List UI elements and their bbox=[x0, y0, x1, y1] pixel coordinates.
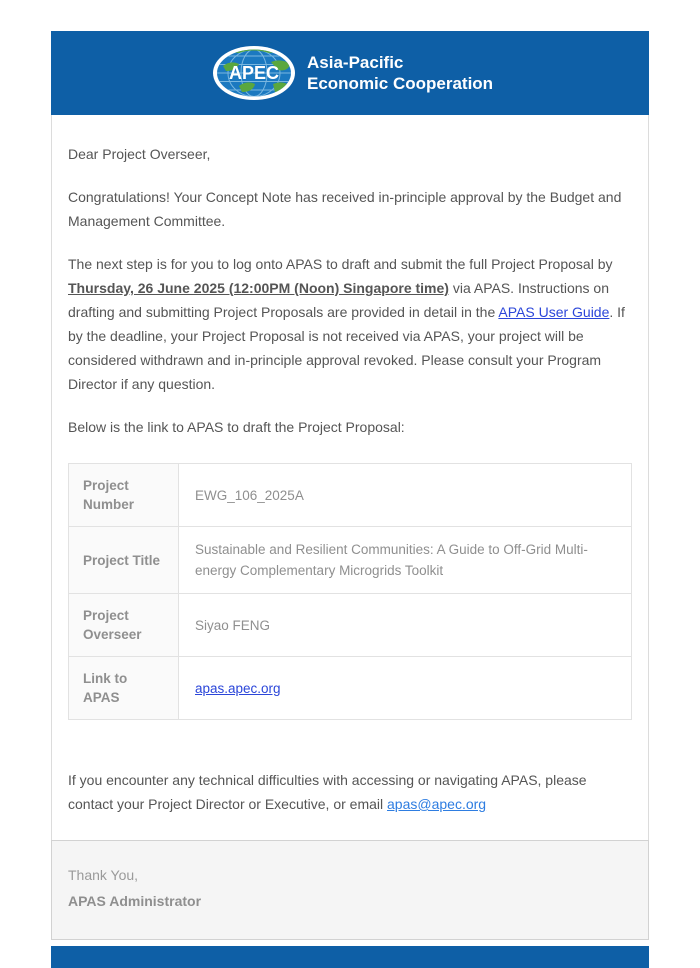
org-name-line2: Economic Cooperation bbox=[307, 74, 494, 93]
apec-globe-logo-icon bbox=[213, 46, 295, 100]
instructions-paragraph bbox=[68, 252, 632, 396]
email-footer bbox=[51, 840, 649, 940]
svg-text:APEC: APEC bbox=[228, 63, 280, 83]
table-row-link-to-apas bbox=[69, 657, 632, 720]
project-details-table bbox=[68, 463, 632, 720]
apas-user-guide-link[interactable]: APAS User Guide bbox=[498, 304, 610, 320]
email-message bbox=[51, 31, 649, 968]
project-overseer-label: Project Overseer bbox=[69, 594, 179, 657]
footer-thanks: Thank You, bbox=[68, 867, 139, 883]
email-body bbox=[51, 115, 649, 840]
project-title-label: Project Title bbox=[69, 527, 179, 594]
congratulations-paragraph: Congratulations! Your Concept Note has received in-principle approval by the Budget and Management Committee. bbox=[68, 189, 622, 229]
link-to-apas-label: Link to APAS bbox=[69, 657, 179, 720]
link-intro-paragraph: Below is the link to APAS to draft the Project Proposal: bbox=[68, 419, 405, 435]
project-number-label: Project Number bbox=[69, 464, 179, 527]
deadline-text: Thursday, 26 June 2025 (12:00PM (Noon) Singapore time) bbox=[68, 280, 449, 296]
table-row-project-overseer bbox=[69, 594, 632, 657]
org-name bbox=[307, 52, 493, 94]
apas-email-link[interactable]: apas@apec.org bbox=[387, 796, 487, 812]
org-name-line1: Asia-Pacific bbox=[307, 53, 404, 72]
footer-signature: APAS Administrator bbox=[68, 893, 202, 909]
apas-site-link[interactable]: apas.apec.org bbox=[195, 680, 281, 696]
instructions-text-2: via APAS. Instructions on drafting and submitting Project Proposals are provided in detail in the bbox=[68, 280, 609, 320]
contact-text: If you encounter any technical difficulties with accessing or navigating APAS, please contact your Project Director or Executive, or email bbox=[68, 772, 587, 812]
salutation: Dear Project Overseer, bbox=[68, 146, 211, 162]
email-header bbox=[51, 31, 649, 115]
table-row-project-title bbox=[69, 527, 632, 594]
bottom-blue-bar bbox=[51, 946, 649, 968]
project-title-value: Sustainable and Resilient Communities: A Guide to Off-Grid Multi-energy Complementary Microgrids Toolkit bbox=[179, 527, 632, 594]
instructions-text-1: The next step is for you to log onto APAS to draft and submit the full Project Proposal by bbox=[68, 256, 613, 272]
contact-paragraph bbox=[68, 768, 632, 816]
project-number-value: EWG_106_2025A bbox=[179, 464, 632, 527]
instructions-text-3: . If by the deadline, your Project Proposal is not received via APAS, your project will be considered withdrawn and in-principle approval revoked. Please consult your Program Director if any question. bbox=[68, 304, 625, 392]
project-overseer-value: Siyao FENG bbox=[179, 594, 632, 657]
table-row-project-number bbox=[69, 464, 632, 527]
